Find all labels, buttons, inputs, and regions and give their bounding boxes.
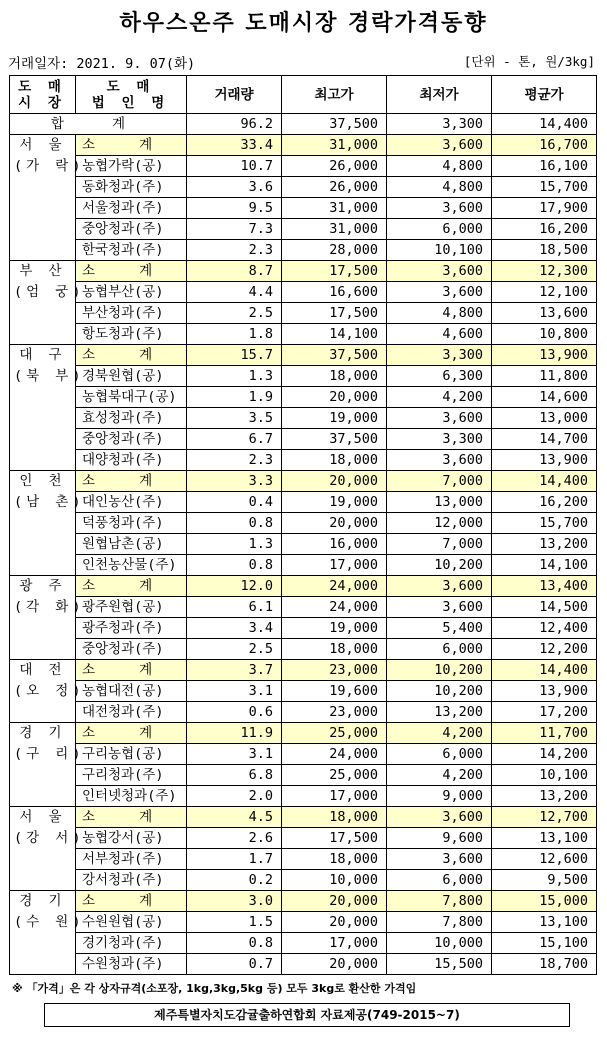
total-avg: 14,400 [492, 114, 597, 135]
market-name [10, 891, 85, 975]
table-row [10, 492, 597, 513]
max-price-cell: 17,500 [282, 828, 387, 849]
volume-cell: 33.4 [187, 135, 282, 156]
max-price-cell: 19,600 [282, 681, 387, 702]
corp-name: 소 계 [76, 723, 187, 744]
corp-name: 서울청과(주) [76, 198, 187, 219]
corp-name: 부산청과(주) [76, 303, 187, 324]
volume-cell: 3.3 [187, 471, 282, 492]
volume-cell: 10.7 [187, 156, 282, 177]
min-price-cell: 3,600 [387, 135, 492, 156]
avg-price-cell: 13,600 [492, 303, 597, 324]
corp-name: 농협대전(공) [76, 681, 187, 702]
min-price-cell: 3,600 [387, 282, 492, 303]
volume-cell: 1.3 [187, 366, 282, 387]
max-price-cell: 17,000 [282, 555, 387, 576]
corp-name: 수원청과(주) [76, 954, 187, 975]
avg-price-cell: 13,900 [492, 345, 597, 366]
avg-price-cell: 12,400 [492, 618, 597, 639]
header-min: 최저가 [387, 76, 492, 114]
corp-name: 중앙청과(주) [76, 219, 187, 240]
avg-price-cell: 18,500 [492, 240, 597, 261]
min-price-cell: 10,200 [387, 660, 492, 681]
max-price-cell: 23,000 [282, 660, 387, 681]
min-price-cell: 4,200 [387, 387, 492, 408]
avg-price-cell: 10,800 [492, 324, 597, 345]
header-market: 도 매 시 장 [10, 76, 76, 114]
max-price-cell: 25,000 [282, 765, 387, 786]
page-title: 하우스온주 도매시장 경락가격동향 [119, 11, 488, 36]
table-row [10, 282, 597, 303]
avg-price-cell: 17,200 [492, 702, 597, 723]
market-name [10, 471, 85, 576]
market-district: (북 부) [14, 368, 85, 384]
table-row [10, 408, 597, 429]
avg-price-cell: 11,700 [492, 723, 597, 744]
market-district: (남 촌) [14, 494, 85, 510]
subtotal-row [10, 576, 597, 597]
total-min: 3,300 [387, 114, 492, 135]
min-price-cell: 3,600 [387, 576, 492, 597]
min-price-cell: 3,300 [387, 345, 492, 366]
volume-cell: 12.0 [187, 576, 282, 597]
corp-name: 항도청과(주) [76, 324, 187, 345]
table-row [10, 555, 597, 576]
volume-cell: 1.8 [187, 324, 282, 345]
source-box: 제주특별자치도감귤출하연합회 자료제공(749-2015~7) [44, 1003, 570, 1027]
volume-cell: 0.6 [187, 702, 282, 723]
corp-name: 농협부산(공) [76, 282, 187, 303]
table-row [10, 744, 597, 765]
table-row [10, 429, 597, 450]
volume-cell: 3.1 [187, 744, 282, 765]
corp-name: 농협가락(공) [76, 156, 187, 177]
max-price-cell: 37,500 [282, 345, 387, 366]
price-table [9, 75, 597, 975]
min-price-cell: 5,400 [387, 618, 492, 639]
table-row [10, 219, 597, 240]
min-price-cell: 7,000 [387, 534, 492, 555]
corp-name: 수원원협(공) [76, 912, 187, 933]
volume-cell: 2.6 [187, 828, 282, 849]
volume-cell: 2.3 [187, 450, 282, 471]
subtotal-row [10, 723, 597, 744]
corp-name: 소 계 [76, 891, 187, 912]
corp-name: 서부청과(주) [76, 849, 187, 870]
volume-cell: 0.8 [187, 513, 282, 534]
table-row [10, 828, 597, 849]
corp-name: 강서청과(주) [76, 870, 187, 891]
avg-price-cell: 11,800 [492, 366, 597, 387]
min-price-cell: 4,800 [387, 303, 492, 324]
table-row [10, 597, 597, 618]
volume-cell: 6.1 [187, 597, 282, 618]
min-price-cell: 13,000 [387, 492, 492, 513]
avg-price-cell: 12,700 [492, 807, 597, 828]
subtotal-row [10, 660, 597, 681]
volume-cell: 2.5 [187, 639, 282, 660]
market-name [10, 261, 85, 345]
corp-name: 구리농협(공) [76, 744, 187, 765]
avg-price-cell: 14,100 [492, 555, 597, 576]
min-price-cell: 12,000 [387, 513, 492, 534]
min-price-cell: 3,600 [387, 408, 492, 429]
avg-price-cell: 18,700 [492, 954, 597, 975]
avg-price-cell: 16,200 [492, 219, 597, 240]
avg-price-cell: 13,200 [492, 534, 597, 555]
volume-cell: 1.9 [187, 387, 282, 408]
max-price-cell: 28,000 [282, 240, 387, 261]
corp-name: 대인농산(주) [76, 492, 187, 513]
volume-cell: 9.5 [187, 198, 282, 219]
market-name [10, 345, 85, 471]
subtotal-row [10, 345, 597, 366]
table-row [10, 513, 597, 534]
corp-name: 중앙청과(주) [76, 429, 187, 450]
max-price-cell: 31,000 [282, 198, 387, 219]
unit-note: [단위 - 톤, 원/3kg] [463, 54, 595, 69]
min-price-cell: 3,300 [387, 429, 492, 450]
table-row [10, 156, 597, 177]
market-city: 광 주 [19, 578, 66, 594]
volume-cell: 2.5 [187, 303, 282, 324]
avg-price-cell: 15,700 [492, 177, 597, 198]
table-row [10, 198, 597, 219]
table-row [10, 870, 597, 891]
volume-cell: 3.0 [187, 891, 282, 912]
max-price-cell: 18,000 [282, 450, 387, 471]
avg-price-cell: 15,000 [492, 891, 597, 912]
avg-price-cell: 9,500 [492, 870, 597, 891]
max-price-cell: 23,000 [282, 702, 387, 723]
volume-cell: 6.7 [187, 429, 282, 450]
avg-price-cell: 13,900 [492, 450, 597, 471]
market-name [10, 807, 85, 891]
avg-price-cell: 14,400 [492, 660, 597, 681]
corp-name: 소 계 [76, 576, 187, 597]
corp-name: 소 계 [76, 471, 187, 492]
market-city: 서 울 [19, 137, 66, 153]
min-price-cell: 3,600 [387, 849, 492, 870]
min-price-cell: 7,000 [387, 471, 492, 492]
footnote: ※ 「가격」은 각 상자규격(소포장, 1kg,3kg,5kg 등) 모두 3kg로 환산한 가격임 [12, 982, 417, 995]
volume-cell: 7.3 [187, 219, 282, 240]
min-price-cell: 6,000 [387, 639, 492, 660]
corp-name: 덕풍청과(주) [76, 513, 187, 534]
max-price-cell: 20,000 [282, 891, 387, 912]
header-row [10, 76, 597, 114]
volume-cell: 3.5 [187, 408, 282, 429]
volume-cell: 1.5 [187, 912, 282, 933]
table-row [10, 702, 597, 723]
max-price-cell: 37,500 [282, 429, 387, 450]
volume-cell: 3.7 [187, 660, 282, 681]
table-row [10, 303, 597, 324]
min-price-cell: 4,800 [387, 156, 492, 177]
corp-name: 농협북대구(공) [76, 387, 187, 408]
table-row [10, 765, 597, 786]
corp-name: 소 계 [76, 660, 187, 681]
avg-price-cell: 16,100 [492, 156, 597, 177]
market-district: (오 정) [14, 683, 85, 699]
market-city: 인 천 [19, 473, 66, 489]
corp-name: 구리청과(주) [76, 765, 187, 786]
corp-name: 광주청과(주) [76, 618, 187, 639]
volume-cell: 4.5 [187, 807, 282, 828]
subtotal-row [10, 261, 597, 282]
max-price-cell: 20,000 [282, 387, 387, 408]
trade-date: 거래일자: 2021. 9. 07(화) [8, 56, 196, 72]
avg-price-cell: 14,500 [492, 597, 597, 618]
total-volume: 96.2 [187, 114, 282, 135]
total-max: 37,500 [282, 114, 387, 135]
avg-price-cell: 14,200 [492, 744, 597, 765]
market-city: 서 울 [19, 809, 66, 825]
avg-price-cell: 14,600 [492, 387, 597, 408]
max-price-cell: 17,000 [282, 933, 387, 954]
table-row [10, 786, 597, 807]
market-district: (각 화) [14, 599, 85, 615]
avg-price-cell: 13,900 [492, 681, 597, 702]
avg-price-cell: 16,200 [492, 492, 597, 513]
market-city: 경 기 [19, 893, 66, 909]
min-price-cell: 10,200 [387, 681, 492, 702]
max-price-cell: 19,000 [282, 492, 387, 513]
volume-cell: 3.6 [187, 177, 282, 198]
corp-name: 농협강서(공) [76, 828, 187, 849]
avg-price-cell: 16,700 [492, 135, 597, 156]
table-row [10, 387, 597, 408]
max-price-cell: 31,000 [282, 135, 387, 156]
volume-cell: 1.3 [187, 534, 282, 555]
corp-name: 인천농산물(주) [76, 555, 187, 576]
min-price-cell: 3,600 [387, 261, 492, 282]
header-corp: 도 매 법 인 명 [76, 76, 187, 114]
market-city: 대 전 [19, 662, 66, 678]
min-price-cell: 6,300 [387, 366, 492, 387]
header-max: 최고가 [282, 76, 387, 114]
max-price-cell: 24,000 [282, 744, 387, 765]
avg-price-cell: 17,900 [492, 198, 597, 219]
table-row [10, 849, 597, 870]
corp-name: 광주원협(공) [76, 597, 187, 618]
corp-name: 소 계 [76, 261, 187, 282]
avg-price-cell: 12,300 [492, 261, 597, 282]
volume-cell: 0.2 [187, 870, 282, 891]
min-price-cell: 3,600 [387, 807, 492, 828]
table-row [10, 240, 597, 261]
market-city: 경 기 [19, 725, 66, 741]
min-price-cell: 10,000 [387, 933, 492, 954]
avg-price-cell: 15,100 [492, 933, 597, 954]
min-price-cell: 6,000 [387, 870, 492, 891]
corp-name: 인터넷청과(주) [76, 786, 187, 807]
table-row [10, 954, 597, 975]
min-price-cell: 9,600 [387, 828, 492, 849]
volume-cell: 3.1 [187, 681, 282, 702]
min-price-cell: 7,800 [387, 912, 492, 933]
market-name [10, 723, 85, 807]
table-row [10, 618, 597, 639]
corp-name: 효성청과(주) [76, 408, 187, 429]
corp-name: 중앙청과(주) [76, 639, 187, 660]
max-price-cell: 17,000 [282, 786, 387, 807]
avg-price-cell: 13,200 [492, 786, 597, 807]
market-name [10, 576, 85, 660]
volume-cell: 2.0 [187, 786, 282, 807]
table-row [10, 450, 597, 471]
table-row [10, 681, 597, 702]
min-price-cell: 4,200 [387, 723, 492, 744]
header-volume: 거래량 [187, 76, 282, 114]
corp-name: 대양청과(주) [76, 450, 187, 471]
avg-price-cell: 14,400 [492, 471, 597, 492]
corp-name: 소 계 [76, 345, 187, 366]
volume-cell: 15.7 [187, 345, 282, 366]
max-price-cell: 10,000 [282, 870, 387, 891]
market-district: (엄 궁) [14, 284, 85, 300]
table-row [10, 324, 597, 345]
avg-price-cell: 15,700 [492, 513, 597, 534]
table-row [10, 933, 597, 954]
corp-name: 동화청과(주) [76, 177, 187, 198]
market-city: 대 구 [19, 347, 66, 363]
max-price-cell: 16,600 [282, 282, 387, 303]
avg-price-cell: 12,200 [492, 639, 597, 660]
max-price-cell: 20,000 [282, 954, 387, 975]
max-price-cell: 24,000 [282, 597, 387, 618]
min-price-cell: 3,600 [387, 198, 492, 219]
avg-price-cell: 10,100 [492, 765, 597, 786]
max-price-cell: 19,000 [282, 618, 387, 639]
max-price-cell: 17,500 [282, 303, 387, 324]
min-price-cell: 7,800 [387, 891, 492, 912]
max-price-cell: 20,000 [282, 513, 387, 534]
volume-cell: 6.8 [187, 765, 282, 786]
avg-price-cell: 13,000 [492, 408, 597, 429]
table-row [10, 177, 597, 198]
max-price-cell: 20,000 [282, 912, 387, 933]
avg-price-cell: 14,700 [492, 429, 597, 450]
avg-price-cell: 13,400 [492, 576, 597, 597]
table-row [10, 912, 597, 933]
max-price-cell: 17,500 [282, 261, 387, 282]
volume-cell: 4.4 [187, 282, 282, 303]
volume-cell: 1.7 [187, 849, 282, 870]
market-district: (수 원) [14, 914, 85, 930]
max-price-cell: 18,000 [282, 849, 387, 870]
min-price-cell: 13,200 [387, 702, 492, 723]
subtotal-row [10, 471, 597, 492]
max-price-cell: 16,000 [282, 534, 387, 555]
table-row [10, 639, 597, 660]
volume-cell: 0.4 [187, 492, 282, 513]
max-price-cell: 18,000 [282, 366, 387, 387]
market-district: (가 락) [14, 158, 85, 174]
min-price-cell: 4,200 [387, 765, 492, 786]
avg-price-cell: 12,100 [492, 282, 597, 303]
table-row [10, 366, 597, 387]
corp-name: 한국청과(주) [76, 240, 187, 261]
max-price-cell: 20,000 [282, 471, 387, 492]
corp-name: 소 계 [76, 135, 187, 156]
min-price-cell: 9,000 [387, 786, 492, 807]
min-price-cell: 3,600 [387, 597, 492, 618]
min-price-cell: 4,800 [387, 177, 492, 198]
volume-cell: 0.8 [187, 555, 282, 576]
min-price-cell: 15,500 [387, 954, 492, 975]
min-price-cell: 3,600 [387, 450, 492, 471]
max-price-cell: 18,000 [282, 639, 387, 660]
min-price-cell: 6,000 [387, 744, 492, 765]
max-price-cell: 24,000 [282, 576, 387, 597]
market-name [10, 660, 85, 723]
volume-cell: 0.8 [187, 933, 282, 954]
total-label: 합 계 [10, 114, 187, 135]
max-price-cell: 25,000 [282, 723, 387, 744]
min-price-cell: 4,600 [387, 324, 492, 345]
corp-name: 경기청과(주) [76, 933, 187, 954]
volume-cell: 11.9 [187, 723, 282, 744]
max-price-cell: 26,000 [282, 156, 387, 177]
max-price-cell: 19,000 [282, 408, 387, 429]
market-district: (강 서) [14, 830, 85, 846]
volume-cell: 2.3 [187, 240, 282, 261]
min-price-cell: 10,200 [387, 555, 492, 576]
max-price-cell: 18,000 [282, 807, 387, 828]
subtotal-row [10, 135, 597, 156]
max-price-cell: 31,000 [282, 219, 387, 240]
subtotal-row [10, 807, 597, 828]
corp-name: 경북원협(공) [76, 366, 187, 387]
header-avg: 평균가 [492, 76, 597, 114]
total-row [10, 114, 597, 135]
max-price-cell: 14,100 [282, 324, 387, 345]
market-city: 부 산 [19, 263, 66, 279]
volume-cell: 3.4 [187, 618, 282, 639]
corp-name: 대전청과(주) [76, 702, 187, 723]
subtotal-row [10, 891, 597, 912]
volume-cell: 0.7 [187, 954, 282, 975]
volume-cell: 8.7 [187, 261, 282, 282]
market-district: (구 리) [14, 746, 85, 762]
avg-price-cell: 13,100 [492, 828, 597, 849]
corp-name: 원협남촌(공) [76, 534, 187, 555]
market-name [10, 135, 85, 261]
corp-name: 소 계 [76, 807, 187, 828]
min-price-cell: 10,100 [387, 240, 492, 261]
avg-price-cell: 12,600 [492, 849, 597, 870]
max-price-cell: 26,000 [282, 177, 387, 198]
avg-price-cell: 13,100 [492, 912, 597, 933]
min-price-cell: 6,000 [387, 219, 492, 240]
table-row [10, 534, 597, 555]
